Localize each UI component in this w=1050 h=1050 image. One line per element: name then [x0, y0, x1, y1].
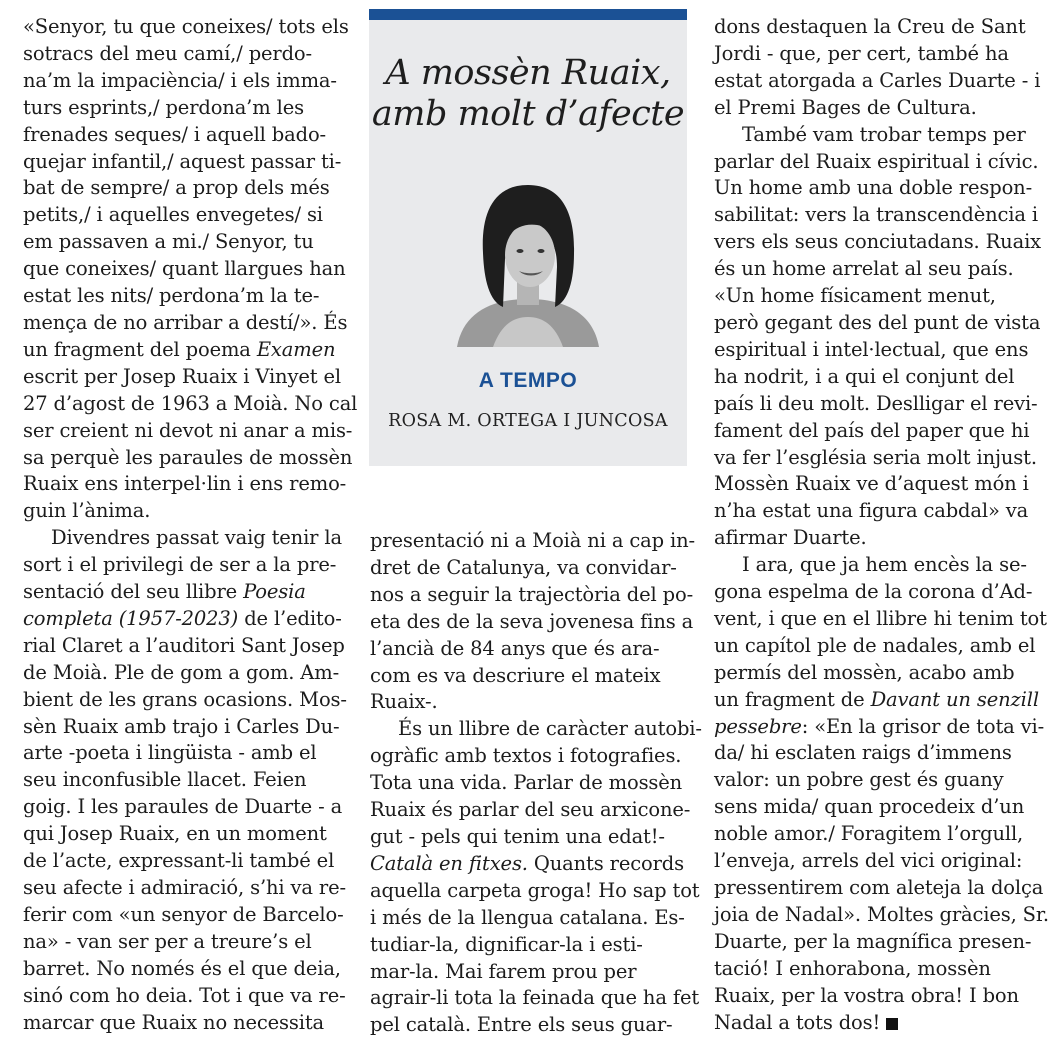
title-line: A mossèn Ruaix,: [385, 53, 671, 93]
text-line: estat atorgada a Carles Duarte - i: [714, 68, 1041, 92]
text-line: sa perquè les paraules de mossèn: [23, 445, 353, 469]
text-line: de l’acte, expressant-li també el: [23, 849, 335, 873]
text-line: Ruaix ens interpel·lin i ens remo-: [23, 472, 347, 496]
text-line: Tota una vida. Parlar de mossèn: [370, 771, 683, 795]
text-line: em passaven a mi./ Senyor, tu: [23, 230, 314, 254]
text-line: quejar infantil,/ aquest passar ti-: [23, 149, 342, 173]
text-line: Mossèn Ruaix ve d’aquest món i: [714, 472, 1029, 496]
text-run: : «En la grisor de tota vi-: [801, 714, 1045, 738]
text-run: sentació del seu llibre: [23, 580, 238, 604]
text-line: turs esprints,/ perdona’m les: [23, 95, 304, 119]
text-line: [370, 851, 690, 878]
text-line: seu inconfusible llacet. Feien: [23, 768, 307, 792]
text-line: bient de les grans ocasions. Mos-: [23, 687, 347, 711]
text-line: [714, 714, 1044, 741]
text-line: guin l’ànima.: [23, 499, 151, 523]
text-line: estat les nits/ perdona’m la te-: [23, 284, 320, 308]
section-label: A TEMPO: [478, 369, 578, 392]
poem-title: Davant un senzill: [870, 687, 1039, 711]
text-line: ha nodrit, i a qui el conjunt del: [714, 364, 1015, 388]
text-line: gut - pels qui tenim una edat!-: [370, 824, 665, 848]
author-photo: [453, 175, 603, 347]
text-line: joia de Nadal». Moltes gràcies, Sr.: [714, 902, 1049, 926]
text-line: aquella carpeta groga! Ho sap tot: [370, 878, 700, 902]
text-line: na’m la impaciència/ i els imma-: [23, 68, 337, 92]
text-line: escrit per Josep Ruaix i Vinyet el: [23, 364, 341, 388]
text-line: 27 d’agost de 1963 a Moià. No cal: [23, 391, 358, 415]
text-line: [714, 687, 1044, 714]
article-title: [369, 53, 687, 135]
text-line: na» - van ser per a treure’s el: [23, 929, 312, 953]
text-run: Quants records: [533, 851, 684, 875]
text-line: goig. I les paraules de Duarte - a: [23, 795, 343, 819]
text-line: «Un home físicament menut,: [714, 284, 996, 308]
text-line: marcar que Ruaix no necessita: [23, 1010, 325, 1034]
text-line: valor: un pobre gest és guany: [714, 768, 1004, 792]
text-line: «Senyor, tu que coneixes/ tots els: [23, 15, 349, 38]
text-line: i més de la llengua catalana. Es-: [370, 905, 685, 929]
author-name: ROSA M. ORTEGA I JUNCOSA: [388, 411, 668, 431]
text-line: Ruaix és parlar del seu arxicone-: [370, 798, 691, 822]
text-run: Nadal a tots dos!: [714, 1010, 881, 1034]
poem-title: pessebre: [714, 714, 802, 738]
text-line: afirmar Duarte.: [714, 526, 867, 550]
text-line: ser creient ni devot ni anar a mis-: [23, 418, 353, 442]
text-line: país li deu molt. Deslligar el revi-: [714, 391, 1038, 415]
article-column-1: [23, 14, 358, 1036]
text-line: dons destaquen la Creu de Sant: [714, 15, 1026, 38]
text-line: l’ancià de 84 anys que és ara-: [370, 636, 660, 660]
text-line: seu afecte i admiració, s’hi va re-: [23, 876, 346, 899]
text-line: un capítol ple de nadales, amb el: [714, 633, 1036, 657]
text-line: però gegant des del punt de vista: [714, 310, 1041, 334]
text-line: nos a seguir la trajectòria del po-: [370, 582, 694, 606]
text-line: eta des de la seva jovenesa fins a: [370, 609, 694, 633]
text-line: sabilitat: vers la transcendència i: [714, 203, 1038, 227]
text-line: presentació ni a Moià ni a cap in-: [370, 529, 695, 552]
text-line: permís del mossèn, acabo amb: [714, 660, 1015, 684]
text-line: I ara, que ja hem encès la se-: [742, 553, 1027, 577]
text-line: sens mida/ quan procedeix d’un: [714, 795, 1025, 819]
text-line: Ruaix-.: [370, 690, 438, 714]
text-line: És un llibre de caràcter autobi-: [398, 717, 702, 741]
text-line: frenades seques/ i aquell bado-: [23, 122, 326, 146]
text-run: un fragment de: [714, 687, 865, 711]
text-line: rial Claret a l’auditori Sant Josep: [23, 633, 345, 657]
text-line: pressentirem com aleteja la dolça: [714, 876, 1044, 899]
text-line: bat de sempre/ a prop dels més: [23, 176, 330, 200]
text-line: [23, 337, 353, 364]
poem-title: Examen: [256, 337, 336, 361]
accent-bar: [369, 9, 687, 20]
text-line: parlar del Ruaix espiritual i cívic.: [714, 149, 1039, 173]
text-line: fament del país del paper que hi: [714, 418, 1030, 442]
text-line: és un home arrelat al seu país.: [714, 257, 1014, 281]
text-line: sèn Ruaix amb trajo i Carles Du-: [23, 714, 340, 738]
text-line: vent, i que en el llibre hi tenim tot: [714, 606, 1047, 630]
text-line: com es va descriure el mateix: [370, 663, 661, 687]
text-line: Duarte, per la magnífica presen-: [714, 929, 1032, 953]
text-line: agrair-li tota la feinada que ha fet: [370, 986, 700, 1010]
text-line: Divendres passat vaig tenir la: [51, 526, 342, 550]
text-line: de Moià. Ple de gom a gom. Am-: [23, 660, 340, 684]
headline-box: [369, 9, 687, 466]
text-line: da/ hi esclaten raigs d’immens: [714, 741, 1012, 765]
text-line: ogràfic amb textos i fotografies.: [370, 744, 682, 768]
text-line: arte -poeta i lingüista - amb el: [23, 741, 317, 765]
text-line: gona espelma de la corona d’Ad-: [714, 580, 1033, 604]
text-line: Jordi - que, per cert, també ha: [714, 41, 1009, 65]
text-line: Ruaix, per la vostra obra! I bon: [714, 983, 1019, 1007]
title-line: amb molt d’afecte: [371, 94, 685, 134]
text-line: Un home amb una doble respon-: [714, 176, 1033, 200]
text-line: tació! I enhorabona, mossèn: [714, 956, 991, 980]
text-run: de l’edito-: [244, 606, 342, 630]
text-line: També vam trobar temps per: [742, 122, 1026, 146]
text-line: l’enveja, arrels del vici original:: [714, 849, 1023, 873]
text-line: espiritual i intel·lectual, que ens: [714, 337, 1029, 361]
text-line: sort i el privilegi de ser a la pre-: [23, 553, 337, 577]
text-line: que coneixes/ quant llargues han: [23, 257, 346, 281]
text-line: [714, 1010, 1044, 1037]
text-line: n’ha estat una figura cabdal» va: [714, 499, 1029, 523]
text-line: pel català. Entre els seus guar-: [370, 1013, 673, 1037]
text-line: petits,/ i aquelles envegetes/ si: [23, 203, 323, 227]
article-column-3: [714, 14, 1049, 1036]
text-line: mença de no arribar a destí/». És: [23, 310, 348, 334]
text-line: [23, 579, 353, 606]
text-line: sinó com ho deia. Tot i que va re-: [23, 983, 346, 1007]
text-run: un fragment del poema: [23, 337, 251, 361]
face: [505, 223, 555, 287]
text-line: [23, 606, 353, 633]
article-column-2: [370, 528, 702, 1039]
book-title: completa (1957-2023): [23, 606, 239, 630]
text-line: dret de Catalunya, va convidar-: [370, 555, 677, 579]
text-line: noble amor./ Foragitem l’orgull,: [714, 822, 1024, 846]
text-line: va fer l’església seria molt injust.: [714, 445, 1037, 469]
end-mark-icon: [886, 1018, 898, 1030]
text-line: vers els seus conciutadans. Ruaix: [714, 230, 1041, 254]
text-line: qui Josep Ruaix, en un moment: [23, 822, 327, 846]
text-line: el Premi Bages de Cultura.: [714, 95, 977, 119]
text-line: tudiar-la, dignificar-la i esti-: [370, 932, 643, 956]
text-line: barret. No només és el que deia,: [23, 956, 341, 980]
text-line: sotracs del meu camí,/ perdo-: [23, 41, 312, 65]
text-line: ferir com «un senyor de Barcelo-: [23, 902, 344, 926]
book-title: Poesia: [243, 580, 306, 604]
text-line: mar-la. Mai farem prou per: [370, 959, 637, 983]
book-title: Català en fitxes.: [370, 851, 528, 875]
